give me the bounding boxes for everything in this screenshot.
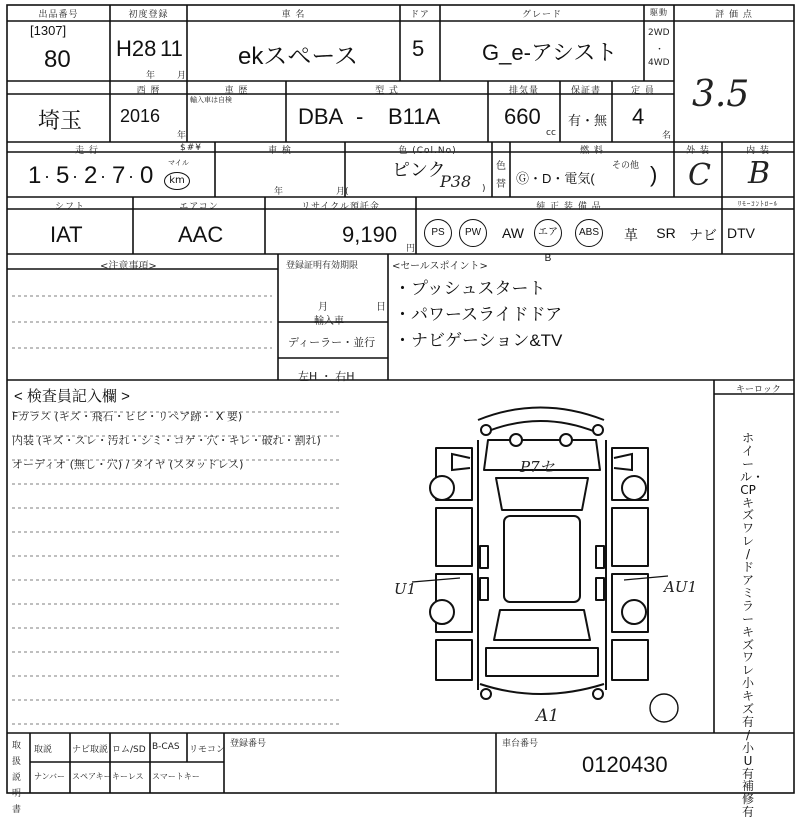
import-type: ディーラー・並行	[288, 336, 376, 349]
windshield	[496, 478, 588, 510]
lot-sub: 80	[44, 46, 71, 73]
lot-label: 出品番号	[38, 10, 79, 20]
displacement-value: 660	[504, 104, 541, 129]
wheel-rear-right	[622, 600, 646, 624]
drive-4wd: 4WD	[648, 58, 670, 68]
first-reg-era: H28	[116, 36, 157, 61]
equipment-sr: SR	[656, 225, 676, 241]
year-value: 2016	[120, 106, 161, 126]
aircon-value: AAC	[178, 222, 224, 247]
color-code-handwritten: P38	[440, 172, 472, 191]
capacity-value: 4	[632, 104, 645, 129]
first-reg-label: 初度登録	[128, 10, 169, 20]
door-count: 5	[412, 36, 425, 61]
inspection-label: 車 検	[268, 146, 292, 156]
inspector-line: Fガラス (キズ・飛石・ヒビ・リペア跡・ X 要)	[12, 410, 243, 423]
notes-label: <注意事項>	[100, 261, 157, 272]
inspector-title: < 検査員記入欄 >	[14, 388, 130, 405]
rear-bumper	[480, 684, 604, 694]
shift-label: シフト	[54, 202, 85, 212]
diagram-note-bottom: A1	[536, 706, 560, 726]
drive-2wd: 2WD	[648, 28, 670, 38]
drive-dot: ・	[655, 45, 665, 55]
chassis-number: 0120430	[582, 752, 668, 777]
score-handwritten: 3.5	[692, 74, 750, 115]
sales-point: ・ナビゲーション&TV	[394, 331, 563, 350]
bottom-row1-item: B-CAS	[152, 742, 180, 752]
import-label: 輸入車	[314, 316, 344, 327]
model-code: B11A	[388, 104, 441, 129]
bottom-row1-item: リモコン	[189, 745, 226, 755]
inspector-line: オーディオ (無し・穴) / タイヤ (スタッドレス)	[12, 458, 244, 471]
recycle-fee: 9,190	[342, 222, 398, 247]
mileage-label: 走 行	[75, 146, 99, 156]
warranty-value: 有・無	[568, 113, 608, 128]
wheel-front-right	[622, 476, 646, 500]
chassis-label: 車台番号	[502, 739, 539, 749]
interior-label: 内 装	[746, 146, 770, 156]
fuel-label: 燃 料	[580, 146, 604, 156]
mileage-separator	[46, 176, 48, 178]
model-label: 型 式	[375, 86, 399, 96]
rear-window	[494, 610, 590, 640]
diagram-note-left: U1	[394, 580, 417, 598]
year-nen: 年	[177, 131, 187, 141]
grade-label: グレード	[521, 10, 562, 20]
yen-unit: 円	[406, 244, 416, 254]
front-bumper	[478, 408, 604, 421]
color-label: 色 (Col.No)	[398, 146, 457, 156]
mileage-digit: 0	[140, 162, 154, 189]
nen-label: 年	[146, 71, 156, 81]
cc-unit: cc	[546, 128, 556, 138]
sales-point: ・プッシュスタート	[394, 279, 546, 298]
model-dash: -	[356, 104, 364, 129]
bottom-row2-item: ナンバー	[34, 772, 66, 781]
door-label: ドア	[410, 10, 430, 20]
fuel-options: Ⓖ・D・電気(	[516, 171, 595, 186]
mileage-unit-label: $#¥	[180, 143, 202, 153]
steering: 左H ・ 右H	[298, 370, 355, 383]
equipment-abs: ABS	[575, 219, 603, 247]
roof	[504, 516, 580, 602]
mileage-digit: 1	[28, 162, 42, 189]
mileage-digit: 5	[56, 162, 70, 189]
inspection-close: )	[482, 184, 486, 194]
bottom-row2-item: スペアキー	[72, 772, 112, 781]
equipment-dtv: DTV	[727, 225, 755, 241]
region: 埼玉	[38, 108, 83, 133]
exterior-label: 外 装	[686, 146, 710, 156]
lot-number: [1307]	[30, 23, 67, 38]
mileage-separator	[74, 176, 76, 178]
right-rear-quarter	[612, 640, 648, 680]
warranty-label: 保証書	[570, 86, 601, 96]
mileage-digit: 2	[84, 162, 98, 189]
reg-month: 月	[318, 302, 328, 313]
drive-label: 駆動	[650, 8, 668, 17]
aircon-label: エアコン	[179, 202, 219, 212]
car-name-label: 車 名	[281, 10, 306, 20]
left-rear-quarter	[436, 640, 472, 680]
inspection-tsuki: 月(	[336, 187, 349, 197]
year-label: 西 暦	[136, 86, 161, 96]
interior-grade: B	[748, 156, 771, 191]
equipment-革: 革	[624, 227, 638, 243]
reg-expiry-label: 登録証明有効期限	[286, 261, 359, 271]
fuel-close: )	[650, 162, 658, 187]
history-label: 車 歴	[224, 86, 249, 96]
equipment-aw: AW	[501, 225, 525, 241]
equipment-ナビ: ナビ	[689, 227, 717, 243]
mileage-digit: 7	[112, 162, 126, 189]
bottom-row2-item: スマートキー	[152, 772, 200, 781]
mileage-unit-mile: マイル	[168, 159, 189, 167]
diagram-note-right: AU1	[664, 578, 698, 596]
right-front-door	[612, 508, 648, 566]
inspection-nen: 年	[274, 187, 284, 197]
exterior-grade: C	[688, 158, 711, 193]
bottom-row1-item: ロム/SD	[112, 745, 146, 755]
fuel-other: その他	[612, 161, 640, 171]
grade-value: G_e-アシスト	[482, 40, 618, 65]
shift-value: IAT	[50, 222, 83, 247]
recycle-label: リサイクル預託金	[301, 202, 380, 212]
equipment-label: 純 正 装 備 品	[536, 202, 602, 212]
capacity-label: 定 員	[631, 86, 655, 96]
key-lock-label: キーロック	[736, 385, 781, 395]
inspector-line: 内装 (キズ・スレ・汚れ・シミ・コゲ・穴・キレ・破れ・割れ)	[12, 434, 321, 447]
tsuki-label: 月	[177, 71, 187, 81]
bottom-row2-item: キーレス	[112, 772, 144, 781]
bottom-row1-item: 取説	[34, 745, 53, 755]
reg-day: 日	[376, 302, 386, 313]
color-change-label: 色替	[496, 161, 506, 190]
sales-label: <セールスポイント>	[392, 261, 488, 272]
diagram-note-top: P7セ	[520, 458, 555, 476]
first-reg-month: 11	[160, 36, 183, 61]
equipment-ps: PS	[424, 219, 452, 247]
left-front-door	[436, 508, 472, 566]
reg-number-label: 登録番号	[230, 739, 267, 749]
side-notes: ホイール・CPキズ ワレ / ドアミラーキズ ワレ 小キズ有 / 小U有 補修有	[740, 431, 765, 819]
mei-unit: 名	[662, 131, 672, 141]
mileage-unit-km: km	[164, 172, 190, 190]
score-label: 評 価 点	[715, 10, 753, 20]
mileage-separator	[102, 176, 104, 178]
wheel-rear-left	[430, 600, 454, 624]
car-name: ekスペース	[238, 43, 359, 70]
wheel-front-left	[430, 476, 454, 500]
mileage-separator	[130, 176, 132, 178]
bottom-row1-item: ナビ取説	[72, 745, 109, 755]
bottom-col0: 取扱説明書	[12, 741, 22, 815]
displacement-label: 排気量	[508, 86, 539, 96]
history-note: 輸入車は自検	[190, 96, 232, 104]
equipment-pw: PW	[459, 219, 487, 247]
other-equip-label: ﾘﾓｰｺﾝﾄﾛｰﾙ	[737, 200, 779, 208]
color-value: ピンク	[392, 160, 446, 180]
equipment-エアb: エアB	[534, 219, 562, 247]
model-prefix: DBA	[298, 104, 344, 129]
sales-point: ・パワースライドドア	[394, 305, 563, 324]
